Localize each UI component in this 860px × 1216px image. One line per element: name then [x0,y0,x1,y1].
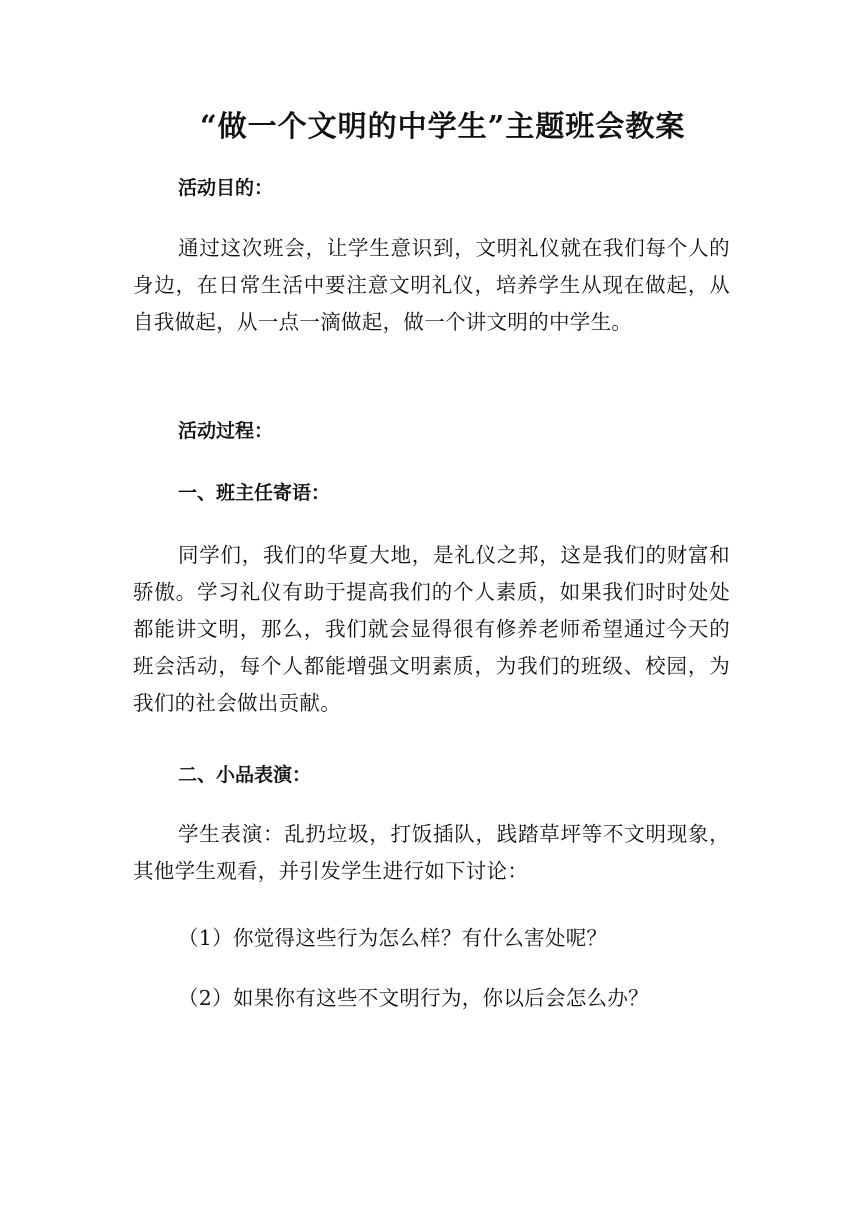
part2-paragraph: 学生表演：乱扔垃圾，打饭插队，践踏草坪等不文明现象，其他学生观看，并引发学生进行如下讨论： [133,822,730,883]
part1-heading: 一、班主任寄语： [178,482,331,504]
process-heading: 活动过程： [178,420,274,442]
purpose-paragraph: 通过这次班会，让学生意识到，文明礼仪就在我们每个人的身边，在日常生活中要注意文明礼仪，培养学生从现在做起，从自我做起，从一点一滴做起，做一个讲文明的中学生。 [133,236,730,334]
document-title: “做一个文明的中学生”主题班会教案 [200,109,686,143]
purpose-heading: 活动目的： [178,177,274,199]
question-item-2: （2）如果你有这些不文明行为，你以后会怎么办？ [178,986,649,1010]
part1-paragraph: 同学们，我们的华夏大地，是礼仪之邦，这是我们的财富和骄傲。学习礼仪有助于提高我们的个人素质，如果我们时时处处都能讲文明，那么，我们就会显得很有修养老师希望通过今天的班会活动，每个人都能增强文明素质，为我们的班级、校园，为我们的社会做出贡献。 [133,543,730,715]
part2-heading: 二、小品表演： [178,764,312,786]
question-item-1: （1）你觉得这些行为怎么样？有什么害处呢？ [178,926,608,950]
